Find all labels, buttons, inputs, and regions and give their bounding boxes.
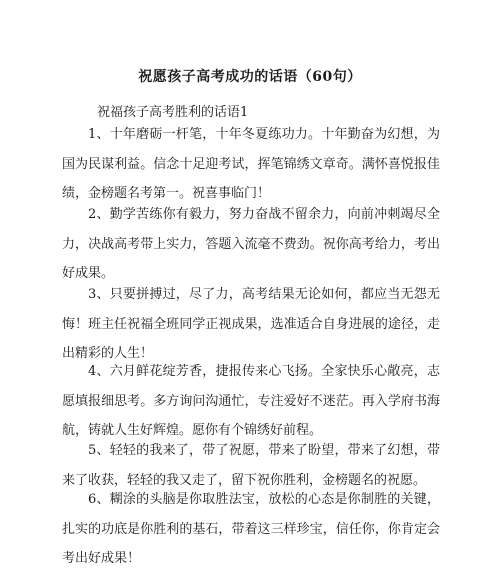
section-heading: 祝福孩子高考胜利的话语1 [97,105,249,120]
document-title: 祝愿孩子高考成功的话语（60句） [138,69,362,85]
paragraph-2: 2、勤学苦练你有毅力，努力奋战不留余力，向前冲刺竭尽全力，决战高考带上实力，答题入流毫不费劲。祝你高考给力，考出好成果。 [62,207,440,281]
paragraph-3: 3、只要拼搏过，尽了力，高考结果无论如何，都应当无怨无悔！班主任祝福全班同学正视成果，选准适合自身进展的途径，走出精彩的人生！ [62,287,440,361]
paragraph-5: 5、轻轻的我来了，带了祝愿，带来了盼望，带来了幻想，带来了收获，轻轻的我又走了，留下祝你胜利，金榜题名的祝愿。 [62,443,440,488]
paragraph-4: 4、六月鲜花绽芳香，捷报传来心飞扬。全家快乐心敞亮，志愿填报细思考。多方询问沟通忙，专注爱好不迷茫。再入学府书海航，铸就人生好辉煌。愿你有个锦绣好前程。 [62,364,440,438]
paragraph-1: 1、十年磨砺一杆笔，十年冬夏练功力。十年勤奋为幻想，为国为民谋利益。信念十足迎考试，挥笔锦绣文章奇。满怀喜悦报佳绩，金榜题名考第一。祝喜事临门！ [62,127,440,201]
paragraph-6: 6、糊涂的头脑是你取胜法宝，放松的心态是你制胜的关键，扎实的功底是你胜利的基石，带着这三样珍宝，信任你，你肯定会考出好成果！ [62,492,440,566]
